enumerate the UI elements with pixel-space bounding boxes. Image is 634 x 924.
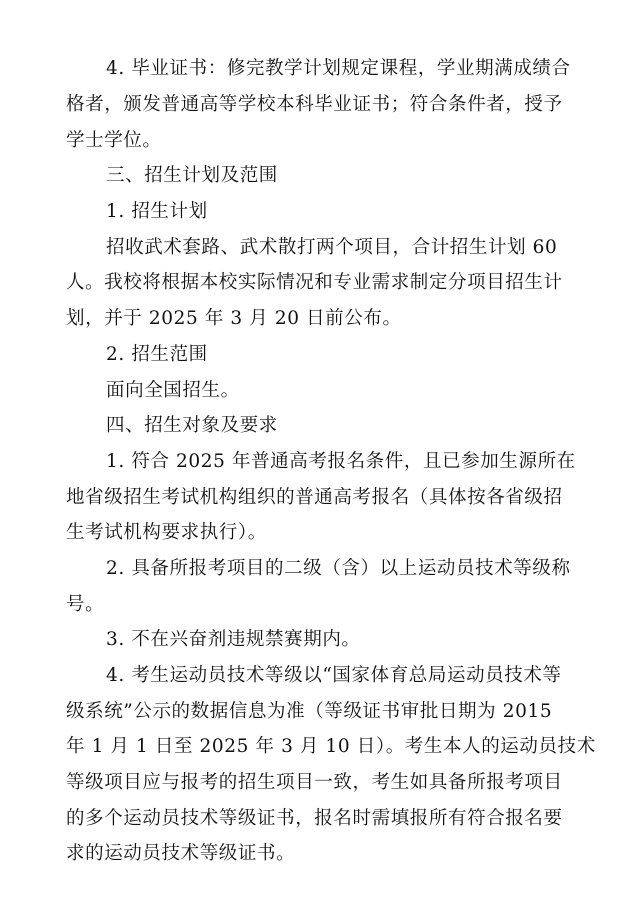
text-line: 等级项目应与报考的招生项目一致，考生如具备所报考项目 <box>66 772 563 793</box>
text-line: 求的运动员技术等级证书。 <box>66 843 296 864</box>
text-line: 招收武术套路、武术散打两个项目，合计招生计划 60 <box>106 237 558 258</box>
text-line: 人。我校将根据本校实际情况和专业需求制定分项目招生计 <box>66 272 563 293</box>
text-line: 4. 毕业证书：修完教学计划规定课程，学业期满成绩合 <box>106 58 571 79</box>
text-line: 年 1 月 1 日至 2025 年 3 月 10 日）。考生本人的运动员技术 <box>66 736 596 757</box>
text-line: 划，并于 2025 年 3 月 20 日前公布。 <box>66 308 402 329</box>
text-line: 2. 具备所报考项目的二级（含）以上运动员技术等级称 <box>106 558 571 579</box>
text-line: 地省级招生考试机构组织的普通高考报名（具体按各省级招 <box>66 487 563 508</box>
section-heading: 四、招生对象及要求 <box>106 415 278 436</box>
text-line: 1. 符合 2025 年普通高考报名条件，且已参加生源所在 <box>106 451 576 472</box>
section-heading: 三、招生计划及范围 <box>106 165 278 186</box>
text-line: 号。 <box>66 594 105 615</box>
subsection-heading: 1. 招生计划 <box>106 201 208 222</box>
text-line: 面向全国招生。 <box>106 380 240 401</box>
text-line: 生考试机构要求执行）。 <box>66 522 267 543</box>
text-line: 的多个运动员技术等级证书，报名时需填报所有符合报名要 <box>66 808 563 829</box>
subsection-heading: 2. 招生范围 <box>106 344 208 365</box>
text-line: 4. 考生运动员技术等级以“国家体育总局运动员技术等 <box>106 665 562 686</box>
text-line: 格者，颁发普通高等学校本科毕业证书；符合条件者，授予 <box>66 94 563 115</box>
text-line: 3. 不在兴奋剂违规禁赛期内。 <box>106 629 361 650</box>
text-line: 学士学位。 <box>66 130 162 151</box>
text-line: 级系统”公示的数据信息为准（等级证书审批日期为 2015 <box>66 701 553 722</box>
